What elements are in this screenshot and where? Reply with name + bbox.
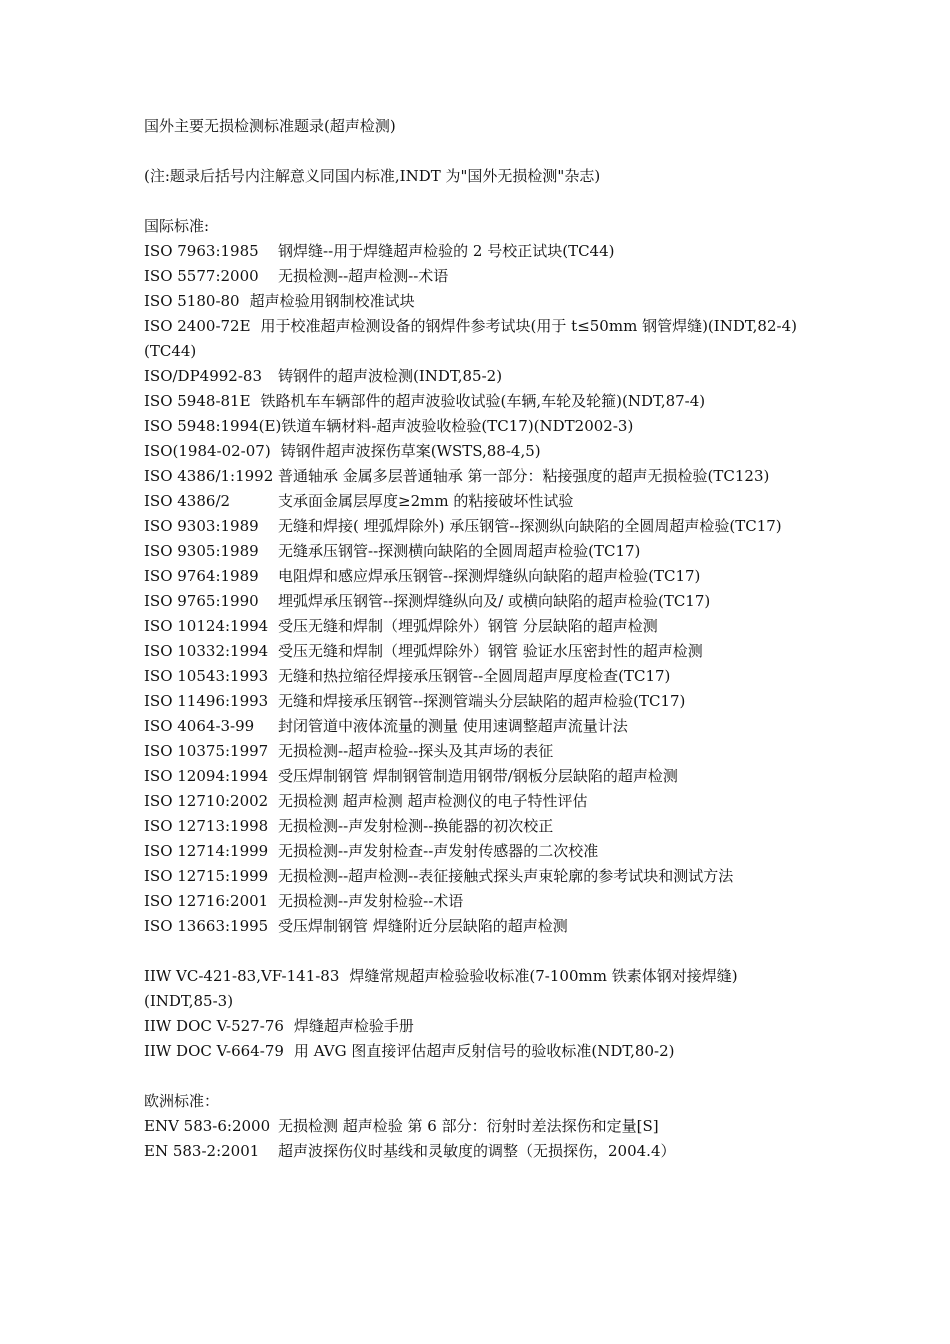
standard-entry [144,864,808,889]
standard-entry [144,639,808,664]
standard-title: 无缝和热拉缩径焊接承压钢管--全圆周超声厚度检查(TC17) [278,667,671,685]
standard-code: ISO 12710:2002 [144,792,269,810]
standard-title: 无损检测--超声检验--探头及其声场的表征 [278,742,554,760]
standard-code: ISO 5948-81E [144,392,251,410]
standard-entry [144,714,808,739]
iiw-standards-list [144,964,808,1064]
standard-entry [144,889,808,914]
standard-title: 无损检测--超声检测--表征接触式探头声束轮廓的参考试块和测试方法 [278,867,734,885]
document-title: 国外主要无损检测标准题录(超声检测) [144,117,396,135]
european-standards-list [144,1114,808,1164]
standard-entry [144,514,808,539]
standard-entry [144,539,808,564]
standard-title: 用于校准超声检测设备的钢焊件参考试块(用于 t≤50mm 钢管焊缝)(INDT,82-4)(TC44) [144,317,797,360]
european-heading: 欧洲标准： [144,1092,220,1110]
standard-entry [144,964,808,1014]
standard-entry [144,464,808,489]
standard-entry [144,289,808,314]
standard-entry [144,914,808,939]
standard-entry [144,614,808,639]
standard-title: 无缝承压钢管--探测横向缺陷的全圆周超声检验(TC17) [278,542,641,560]
standard-code: ISO 12713:1998 [144,817,269,835]
standard-code: IIW DOC V-527-76 [144,1017,284,1035]
standard-title: 普通轴承 金属多层普通轴承 第一部分：粘接强度的超声无损检验(TC123) [278,467,770,485]
international-heading: 国际标准: [144,217,210,235]
standard-entry [144,1139,808,1164]
standard-code: ISO 12716:2001 [144,892,269,910]
standard-entry [144,264,808,289]
standard-code: ENV 583-6:2000 [144,1117,271,1135]
standard-code: ISO 10124:1994 [144,617,269,635]
standard-code: ISO(1984-02-07) [144,442,271,460]
standard-title: 钢焊缝--用于焊缝超声检验的 2 号校正试块(TC44) [278,242,615,260]
standard-code: ISO 4386/1:1992 [144,467,274,485]
standard-title: 无缝和焊接( 埋弧焊除外) 承压钢管--探测纵向缺陷的全圆周超声检验(TC17) [278,517,782,535]
standard-code: ISO 5180-80 [144,292,240,310]
standard-title: 支承面金属层厚度≥2mm 的粘接破坏性试验 [278,492,574,510]
international-standards-list [144,239,808,939]
standard-code: ISO 13663:1995 [144,917,269,935]
standard-title: 焊缝常规超声检验验收标准(7-100mm 铁素体钢对接焊缝)(INDT,85-3) [144,967,738,1010]
standard-title: 无损检测--声发射检验--术语 [278,892,464,910]
standard-entry [144,489,808,514]
standard-entry [144,764,808,789]
standard-entry [144,839,808,864]
standard-entry [144,1014,808,1039]
standard-entry [144,1039,808,1064]
document-note: (注:题录后括号内注解意义同国内标准,INDT 为"国外无损检测"杂志) [144,167,601,185]
standard-entry [144,1114,808,1139]
standard-entry [144,789,808,814]
standard-code: ISO 10543:1993 [144,667,269,685]
standard-code: ISO 11496:1993 [144,692,269,710]
standard-title: 无损检测--声发射检测--换能器的初次校正 [278,817,554,835]
standard-entry [144,239,808,264]
standard-entry [144,439,808,464]
standard-title: 电阻焊和感应焊承压钢管--探测焊缝纵向缺陷的超声检验(TC17) [278,567,701,585]
standard-title: 用 AVG 图直接评估超声反射信号的验收标准(NDT,80-2) [293,1042,675,1060]
standard-title: 铁路机车车辆部件的超声波验收试验(车辆,车轮及轮箍)(NDT,87-4) [260,392,706,410]
standard-entry [144,589,808,614]
standard-title: 受压无缝和焊制（埋弧焊除外）钢管 验证水压密封性的超声检测 [278,642,703,660]
standard-entry [144,814,808,839]
standard-code: ISO 9303:1989 [144,517,259,535]
standard-code: ISO 2400-72E [144,317,251,335]
standard-title: 受压焊制钢管 焊缝附近分层缺陷的超声检测 [278,917,568,935]
standard-code: ISO 10332:1994 [144,642,269,660]
standard-code: ISO 12715:1999 [144,867,269,885]
standard-title: 无损检测 超声检验 第 6 部分：衍射时差法探伤和定量[S] [278,1117,659,1135]
standard-code: ISO 5948:1994(E) [144,417,282,435]
standard-code: EN 583-2:2001 [144,1142,260,1160]
document-content [144,114,808,1164]
standard-entry [144,564,808,589]
standard-code: ISO/DP4992-83 [144,367,263,385]
standard-title: 受压无缝和焊制（埋弧焊除外）钢管 分层缺陷的超声检测 [278,617,658,635]
standard-title: 埋弧焊承压钢管--探测焊缝纵向及/ 或横向缺陷的超声检验(TC17) [278,592,711,610]
standard-title: 焊缝超声检验手册 [293,1017,414,1035]
standard-entry [144,664,808,689]
standard-code: IIW VC-421-83,VF-141-83 [144,967,340,985]
standard-title: 铁道车辆材料-超声波验收检验(TC17)(NDT2002-3) [281,417,634,435]
standard-title: 受压焊制钢管 焊制钢管制造用钢带/钢板分层缺陷的超声检测 [278,767,678,785]
standard-title: 无缝和焊接承压钢管--探测管端头分层缺陷的超声检验(TC17) [278,692,686,710]
standard-entry [144,389,808,414]
standard-code: ISO 10375:1997 [144,742,269,760]
standard-entry [144,364,808,389]
standard-code: ISO 7963:1985 [144,242,259,260]
standard-code: ISO 5577:2000 [144,267,259,285]
standard-entry [144,414,808,439]
standard-title: 无损检测--超声检测--术语 [278,267,449,285]
standard-entry [144,314,808,364]
standard-title: 铸钢件超声波探伤草案(WSTS,88-4,5) [280,442,541,460]
standard-title: 封闭管道中液体流量的测量 使用速调整超声流量计法 [278,717,628,735]
standard-code: ISO 12094:1994 [144,767,269,785]
standard-code: IIW DOC V-664-79 [144,1042,284,1060]
standard-code: ISO 9305:1989 [144,542,259,560]
standard-code: ISO 12714:1999 [144,842,269,860]
standard-code: ISO 9764:1989 [144,567,259,585]
standard-code: ISO 9765:1990 [144,592,259,610]
standard-code: ISO 4386/2 [144,492,231,510]
standard-title: 超声检验用钢制校准试块 [249,292,415,310]
standard-entry [144,689,808,714]
standard-entry [144,739,808,764]
standard-title: 超声波探伤仪时基线和灵敏度的调整（无损探伤，2004.4） [278,1142,676,1160]
standard-title: 无损检测 超声检测 超声检测仪的电子特性评估 [278,792,588,810]
standard-title: 铸钢件的超声波检测(INDT,85-2) [278,367,503,385]
standard-code: ISO 4064-3-99 [144,717,255,735]
standard-title: 无损检测--声发射检查--声发射传感器的二次校准 [278,842,599,860]
